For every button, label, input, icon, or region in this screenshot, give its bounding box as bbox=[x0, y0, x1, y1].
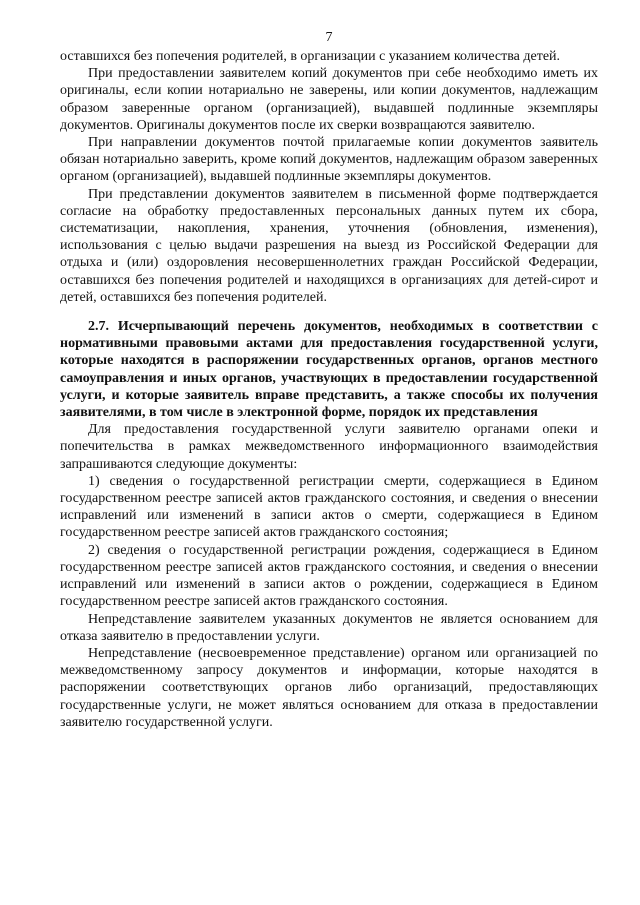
paragraph-copies-originals: При предоставлении заявителем копий документов при себе необходимо иметь их оригиналы, если копии нотариально не заверены, или копии документов, надлежащим образом заверенные органом (организацией), выдавшей подлинные экземпляры документов. Оригиналы документов после их сверки возвращаются заявителю. bbox=[60, 66, 598, 133]
paragraph-late-submission: Непредставление (несвоевременное представление) органом или организацией по межведомственному запросу документов и информации, которые находятся в распоряжении соответствующих органов либо организаций, предоставляющих государственные услуги, не может являться основанием для отказа в предоставлении заявителю государственной услуги. bbox=[60, 645, 598, 730]
section-heading-2-7: 2.7. Исчерпывающий перечень документов, необходимых в соответствии с нормативными правовыми актами для предоставления государственной услуги, которые находятся в распоряжении государственных органов, органов местного самоуправления и иных органов, участвующих в предоставлении государственной услуги, и которые заявитель вправе представить, а также способы их получения заявителями, в том числе в электронной форме, порядок их представления bbox=[60, 319, 598, 421]
list-item-birth-registration: 2) сведения о государственной регистрации рождения, содержащиеся в Едином государственном реестре записей актов гражданского состояния, и сведения о внесении исправлений или изменений в записи актов о рождении, содержащиеся в Едином государственном реестре записей актов гражданского состояния. bbox=[60, 542, 598, 610]
document-page bbox=[60, 30, 598, 731]
page-number: 7 bbox=[325, 30, 333, 45]
paragraph-postal-submission: При направлении документов почтой прилагаемые копии документов заявитель обязан нотариально заверить, кроме копий документов, надлежащим образом заверенных органом (организацией), выдавшей подлинные экземпляры документов. bbox=[60, 135, 598, 185]
paragraph-continuation: оставшихся без попечения родителей, в организации с указанием количества детей. bbox=[60, 49, 561, 64]
paragraph-personal-data-consent: При представлении документов заявителем в письменной форме подтверждается согласие на обработку предоставленных персональных данных путем их сбора, систематизации, накопления, хранения, уточнения (обновления, изменения), использования с целью выдачи разрешения на выезд из Российской Федерации для отдыха и (или) оздоровления несовершеннолетних граждан Российской Федерации, оставшихся без попечения родителей и находящихся в организациях для детей-сирот и детей, оставшихся без попечения родителей. bbox=[60, 186, 598, 305]
list-item-death-registration: 1) сведения о государственной регистрации смерти, содержащиеся в Едином государственном реестре записей актов гражданского состояния, и сведения о внесении исправлений или изменений в записи актов о смерти, содержащиеся в Едином государственном реестре записей актов гражданского состояния; bbox=[60, 473, 598, 541]
paragraph-non-submission: Непредставление заявителем указанных документов не является основанием для отказа заявителю в предоставлении услуги. bbox=[60, 611, 598, 644]
paragraph-interagency-request: Для предоставления государственной услуги заявителю органами опеки и попечительства в рамках межведомственного информационного взаимодействия запрашиваются следующие документы: bbox=[60, 422, 598, 472]
